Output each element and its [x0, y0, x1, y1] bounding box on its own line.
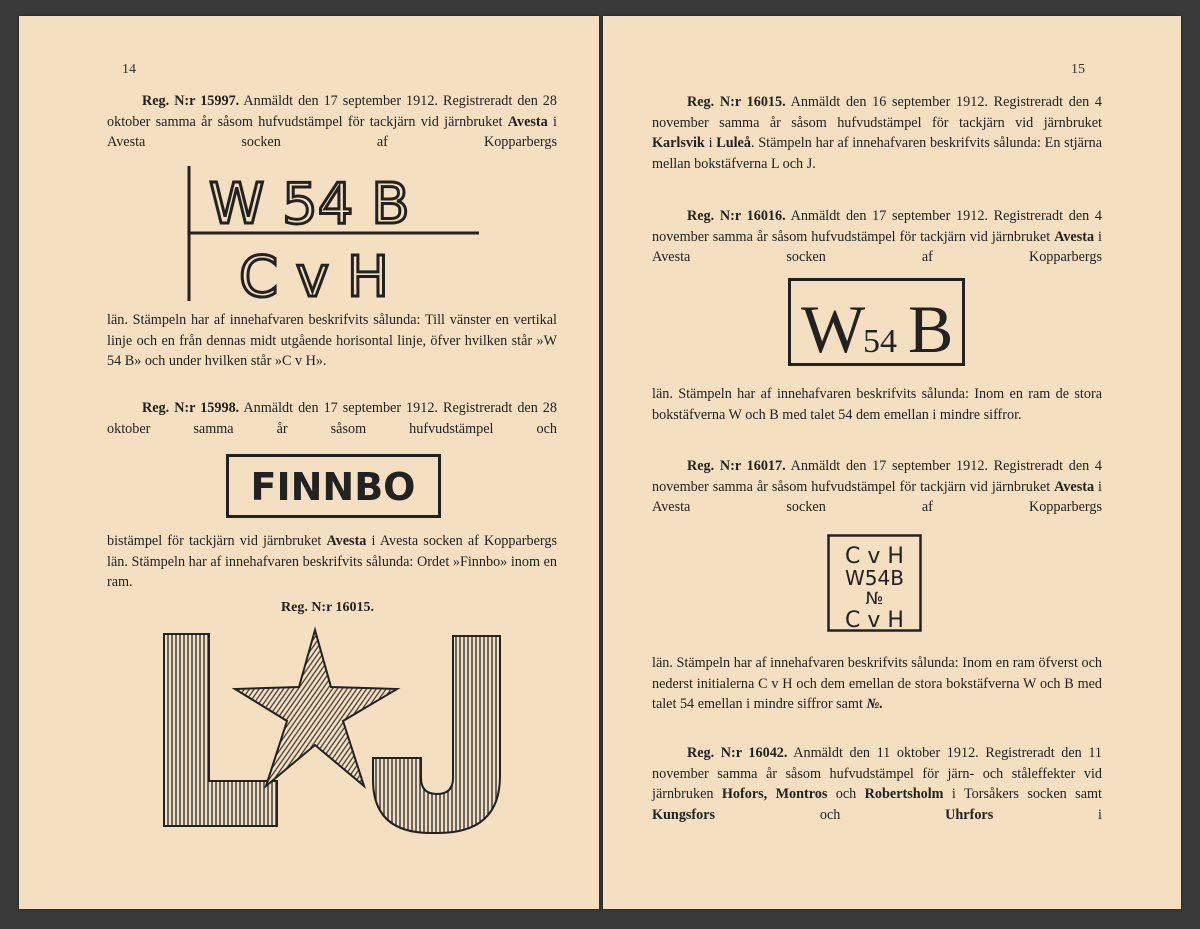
entry-15998-description: bistämpel för tackjärn vid järnbruket Avesta i Avesta socken af Kopparbergs län. Stämpeln har af innehafvaren beskrifvits sålunda: Ordet »Finnbo» inom en ram. [107, 533, 557, 590]
entry-16015-text: Reg. N:r 16015. Anmäldt den 16 september 1912. Registreradt den 4 november samma år såsom hufvudstämpel för tackjärn vid järnbruket Karlsvik i Luleå. Stämpeln har af innehafvaren beskrifvits sålunda: En stjärna mellan bokstäfverna L och J. [652, 94, 1103, 172]
svg-text:№: № [865, 589, 884, 609]
stamp-finnbo [226, 454, 441, 518]
entry-16017-intro: Reg. N:r 16017. Anmäldt den 17 september 1912. Registreradt den 4 november samma år såsom hufvudstämpel för tackjärn vid järnbruket Avesta i Avesta socken af Kopparbergs [652, 458, 1103, 515]
left-page [19, 16, 599, 909]
svg-text:C v H: C v H [845, 608, 904, 633]
svg-text:W: W [801, 291, 866, 367]
entry-16016-intro: Reg. N:r 16016. Anmäldt den 17 september 1912. Registreradt den 4 november samma år såsom hufvudstämpel för tackjärn vid järnbruket Avesta i Avesta socken af Kopparbergs [652, 208, 1103, 265]
entry-15997-description: län. Stämpeln har af innehafvaren beskrifvits sålunda: Till vänster en vertikal linje och en från dennas midt utgående horisontal linje, öfver hvilken står »W 54 B» och under hvilken står »C v H». [107, 312, 557, 369]
svg-text:C v H: C v H [845, 544, 904, 569]
stamp-w54b [788, 278, 965, 366]
entry-16015-heading: Reg. N:r 16015. [281, 600, 375, 615]
entry-15998-intro: Reg. N:r 15998. Anmäldt den 17 september 1912. Registreradt den 28 oktober samma år såsom hufvudstämpel och [107, 400, 557, 437]
entry-15997-intro: Reg. N:r 15997. Anmäldt den 17 september 1912. Registreradt den 28 oktober samma år såsom hufvudstämpel för tackjärn vid järnbruket Avesta i Avesta socken af Kopparbergs [107, 93, 557, 150]
page-number: 14 [122, 62, 136, 77]
svg-text:B: B [908, 291, 954, 367]
svg-text:FINNBO: FINNBO [250, 465, 416, 509]
entry-16016-description: län. Stämpeln har af innehafvaren beskrifvits sålunda: Inom en ram de stora bokstäfverna W och B med talet 54 dem emellan i mindre siffror. [652, 386, 1102, 423]
right-page [603, 16, 1181, 909]
stamp-cvh-w54b-no [827, 534, 922, 632]
entry-16017-description: län. Stämpeln har af innehafvaren beskrifvits sålunda: Inom en ram öfverst och nederst initialerna C v H och dem emellan de stora bokstäfverna W och B med talet 54 emellan i mindre siffror samt №. [652, 655, 1102, 712]
svg-text:W54B: W54B [845, 566, 904, 590]
svg-text:W 54 B: W 54 B [209, 172, 410, 237]
svg-text:C v H: C v H [239, 245, 389, 310]
svg-text:54: 54 [863, 323, 897, 360]
entry-16042-text: Reg. N:r 16042. Anmäldt den 11 oktober 1912. Registreradt den 11 november samma år såsom hufvudstämpel för järn- och ståleffekter vid järnbruken Hofors, Montros och Robertsholm i Torsåkers socken samt Kungsfors och Uhrfors i [652, 745, 1103, 823]
stamp-w54b-cvh [179, 161, 489, 310]
page-number: 15 [1071, 62, 1085, 77]
stamp-l-star-j [159, 628, 509, 833]
